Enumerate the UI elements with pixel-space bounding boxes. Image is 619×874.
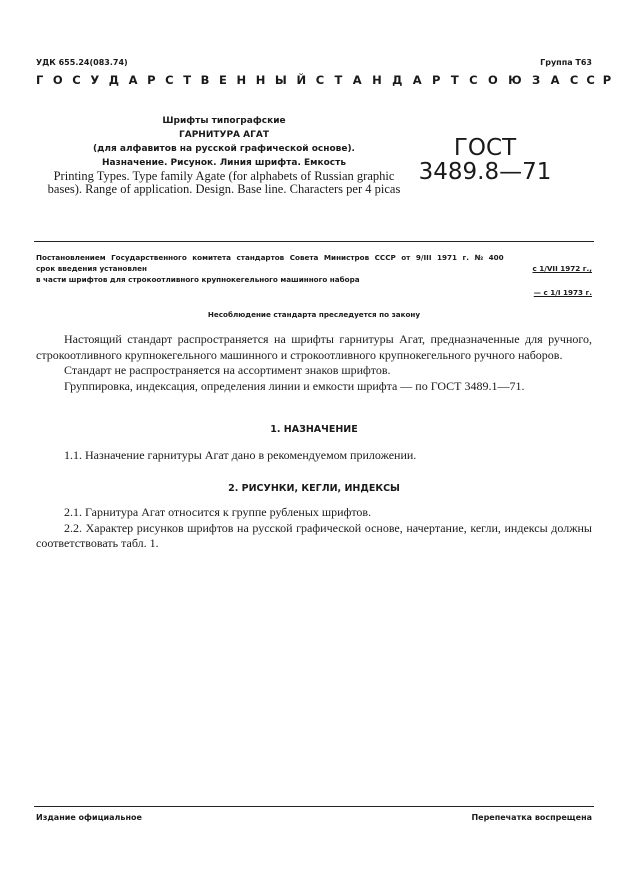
gost-designation [400, 136, 570, 184]
banner-word: ССР [569, 73, 619, 87]
section-2-body [36, 505, 592, 552]
paragraph-2-2: 2.2. Характер рисунков шрифтов на русской графической основе, начертание, кегли, индексы должны соответствовать табл. 1. [36, 520, 592, 550]
section-2-heading: 2. РИСУНКИ, КЕГЛИ, ИНДЕКСЫ [228, 483, 400, 494]
paragraph-exclusion: Стандарт не распространяется на ассортимент знаков шрифтов. [64, 363, 391, 377]
decree-line-4 [36, 287, 592, 298]
header-divider [34, 241, 594, 242]
paragraph-scope: Настоящий стандарт распространяется на шрифты гарнитуры Агат, предназначенные для ручного, строкоотливного крупнокегельного машинного и строкоотливного крупнокегельного ручного наборов. [36, 332, 592, 362]
decree-text-1: Постановлением Государственного комитета стандартов Совета Министров СССР от 9/III 1971 г. № 400 [36, 253, 504, 262]
decree-text-2-right: с 1/VII 1972 г., [532, 264, 592, 273]
title-line-2: ГАРНИТУРА АГАТ [179, 130, 269, 140]
title-block [36, 114, 412, 196]
banner-word: СОЮЗА [469, 73, 570, 87]
body-intro [36, 332, 592, 394]
group-code: Группа Т63 [540, 58, 592, 67]
decree-text-3-left: в части шрифтов для строкоотливного крупнокегельного машинного набора [36, 275, 360, 284]
title-line-3: (для алфавитов на русской графической основе). [93, 144, 355, 154]
banner-word: ГОСУДАРСТВЕННЫЙ [36, 73, 316, 87]
decree-text-2-left: срок введения установлен [36, 264, 148, 273]
udk-code: УДК 655.24(083.74) [36, 58, 128, 67]
decree-text-4-right: — с 1/I 1973 г. [533, 288, 592, 297]
footer-reprint-prohibited: Перепечатка воспрещена [471, 813, 592, 822]
gost-label: ГОСТ [453, 135, 517, 161]
decree-line-2 [36, 263, 592, 274]
gost-number: 3489.8—71 [418, 159, 552, 185]
banner-word: СТАНДАРТ [315, 73, 470, 87]
paragraph-2-1: 2.1. Гарнитура Агат относится к группе рубленых шрифтов. [64, 505, 372, 519]
title-english: Printing Types. Type family Agate (for alphabets of Russian graphic bases). Range of application. Design. Base line. Characters per 4 picas [47, 169, 401, 196]
decree-line-1 [36, 252, 592, 263]
paragraph-grouping: Группировка, индексация, определения линии и емкости шрифта — по ГОСТ 3489.1—71. [64, 378, 525, 393]
footer-divider [34, 806, 594, 807]
decree-block [36, 252, 592, 298]
paragraph-1-1: 1.1. Назначение гарнитуры Агат дано в рекомендуемом приложении. [64, 448, 417, 462]
footer-official-edition: Издание официальное [36, 813, 142, 822]
legal-warning: Несоблюдение стандарта преследуется по закону [207, 310, 421, 319]
decree-line-3 [36, 274, 592, 285]
standard-banner [36, 73, 619, 87]
section-1-heading: 1. НАЗНАЧЕНИЕ [270, 424, 358, 435]
title-line-4: Назначение. Рисунок. Линия шрифта. Емкость [101, 158, 347, 168]
title-line-1: Шрифты типографские [162, 116, 286, 126]
